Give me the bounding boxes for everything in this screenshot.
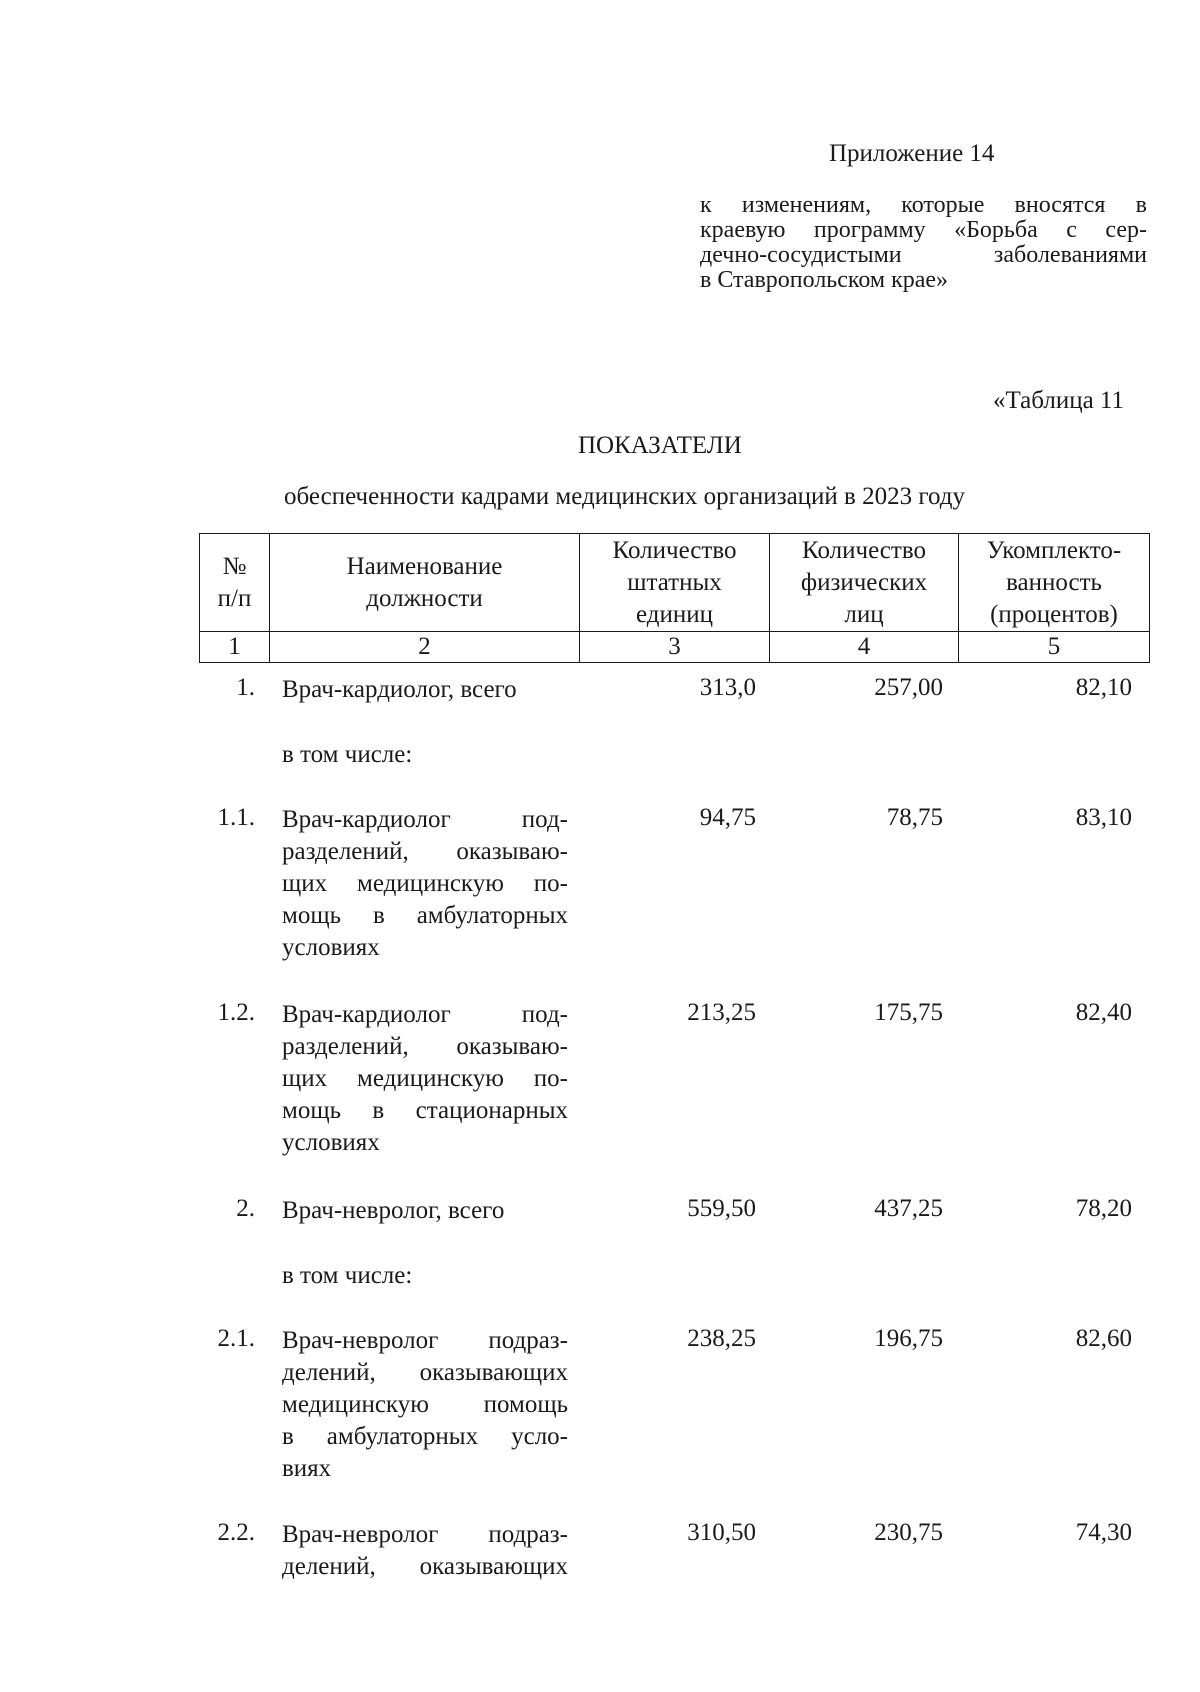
position-name-line: условиях [282,1129,380,1156]
table-number: «Таблица 11 [993,387,1124,414]
header-line: № [222,552,247,580]
appendix-title: Приложение 14 [829,140,995,167]
persons-value: 78,75 [886,804,943,831]
position-name-line: Врач-кардиолог под- [282,806,568,833]
staffing-value: 78,20 [1075,1195,1132,1222]
page-subtitle: обеспеченности кадрами медицинских организаций в 2023 году [284,483,965,510]
header-line: лиц [844,600,884,628]
subtotal-label: в том числе: [282,1262,413,1289]
position-name-line: щих медицинскую по- [282,870,568,897]
position-name-line: делений, оказывающих [282,1553,568,1580]
header-line: Укомплекто- [986,536,1122,564]
amendment-note-line: краевую программу «Борьба с сер- [700,217,1147,243]
column-header-position [270,534,580,632]
header-line: Количество [802,536,926,564]
staff-units-value: 313,0 [699,674,756,701]
column-number: 5 [959,632,1150,663]
column-number: 3 [580,632,770,663]
staffing-value: 82,10 [1075,674,1132,701]
row-number: 2.1. [217,1325,255,1352]
column-header-number [200,534,270,632]
position-name-line: Врач-невролог подраз- [282,1327,568,1354]
staffing-value: 74,30 [1075,1519,1132,1546]
column-header-staff-units [580,534,770,632]
amendment-note [700,193,1147,293]
staffing-value: 82,60 [1075,1325,1132,1352]
position-name-line: мощь в стационарных [282,1097,568,1124]
position-name [282,999,568,1159]
position-name-line: разделений, оказываю- [282,838,568,865]
amendment-note-line: дечно-сосудистыми заболеваниями [700,242,1147,268]
persons-value: 196,75 [874,1325,943,1352]
position-name-line: Врач-невролог, всего [282,1197,505,1224]
row-number: 1. [236,674,255,701]
position-name-line: разделений, оказываю- [282,1033,568,1060]
column-number: 4 [770,632,959,663]
header-line: должности [366,584,483,612]
position-name-line: делений, оказывающих [282,1359,568,1386]
position-name-line: условиях [282,934,380,961]
header-line: единиц [635,600,713,628]
staffing-value: 83,10 [1075,804,1132,831]
header-row [200,534,1150,632]
row-number: 2.2. [217,1519,255,1546]
subtotal-label: в том числе: [282,741,413,768]
column-header-persons [770,534,959,632]
row-number: 1.1. [217,804,255,831]
position-name-line: Врач-кардиолог, всего [282,676,517,703]
position-name [282,674,568,706]
persons-value: 175,75 [874,999,943,1026]
position-name-line: в амбулаторных усло- [282,1423,568,1450]
amendment-note-line: в Ставропольском крае» [700,267,949,293]
position-name [282,1325,568,1485]
amendment-note-line: к изменениям, которые вносятся в [700,192,1147,218]
staff-units-value: 238,25 [687,1325,756,1352]
position-name-line: Врач-невролог подраз- [282,1521,568,1548]
page-title: ПОКАЗАТЕЛИ [578,432,742,459]
position-name-line: мощь в амбулаторных [282,902,568,929]
persons-value: 437,25 [874,1195,943,1222]
staff-units-value: 559,50 [687,1195,756,1222]
persons-value: 257,00 [874,674,943,701]
header-line: ванность [1006,568,1102,596]
position-name [282,1195,568,1227]
staffing-value: 82,40 [1075,999,1132,1026]
position-name-line: Врач-кардиолог под- [282,1001,568,1028]
position-name-line: медицинскую помощь [282,1391,568,1418]
header-line: Количество [612,536,737,564]
header-line: Наименование [346,552,503,580]
position-name [282,804,568,964]
column-number: 2 [270,632,580,663]
persons-value: 230,75 [874,1519,943,1546]
header-line: физических [800,568,928,596]
staff-units-value: 213,25 [687,999,756,1026]
column-number: 1 [200,632,270,663]
column-header-staffing [959,534,1150,632]
header-line: (процентов) [990,600,1118,628]
row-number: 1.2. [217,999,255,1026]
position-name [282,1519,568,1583]
row-number: 2. [236,1195,255,1222]
staff-units-value: 94,75 [699,804,756,831]
header-line: п/п [217,584,252,612]
staff-units-value: 310,50 [687,1519,756,1546]
position-name-line: виях [282,1455,332,1482]
position-name-line: щих медицинскую по- [282,1065,568,1092]
table-header [199,533,1150,663]
column-number-row [200,632,1150,663]
header-line: штатных [627,568,722,596]
